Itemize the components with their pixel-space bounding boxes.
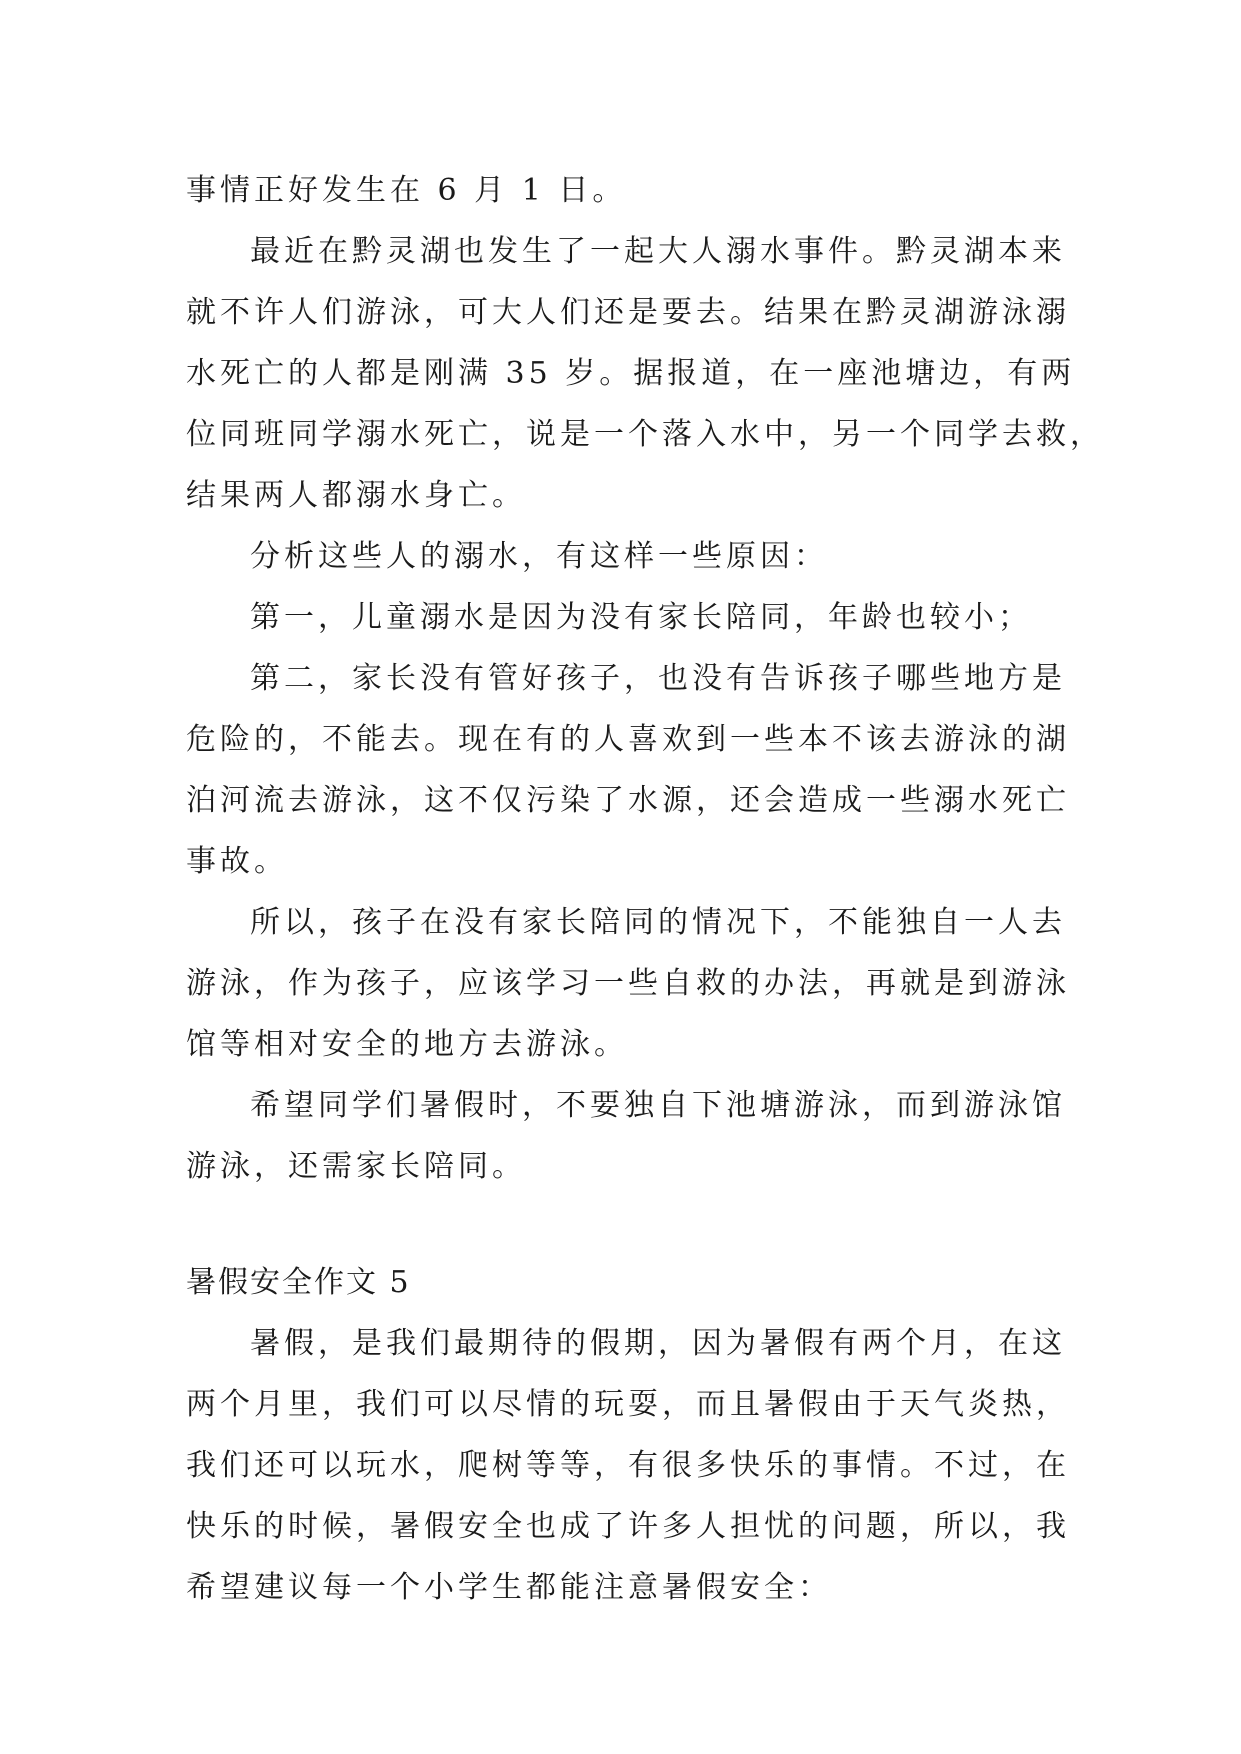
paragraph (186, 1313, 1070, 1618)
text-line: 游泳，作为孩子，应该学习一些自救的办法，再就是到游泳 (186, 966, 1070, 1001)
paragraph (186, 160, 1056, 221)
document-body (186, 160, 1104, 1618)
section-heading-block (186, 1252, 1056, 1313)
text-line: 危险的，不能去。现在有的人喜欢到一些本不该去游泳的湖 (186, 722, 1070, 757)
text-line: 希望建议每一个小学生都能注意暑假安全： (186, 1570, 832, 1605)
text-line: 暑假，是我们最期待的假期，因为暑假有两个月，在这 (250, 1326, 1066, 1361)
text-line: 希望同学们暑假时，不要独自下池塘游泳，而到游泳馆 (250, 1088, 1066, 1123)
text-line: 我们还可以玩水，爬树等等，有很多快乐的事情。不过，在 (186, 1448, 1070, 1483)
text-line: 所以，孩子在没有家长陪同的情况下，不能独自一人去 (250, 905, 1066, 940)
paragraph (186, 526, 1056, 587)
text-line: 两个月里，我们可以尽情的玩耍，而且暑假由于天气炎热， (186, 1387, 1070, 1422)
text-line: 分析这些人的溺水，有这样一些原因： (250, 539, 828, 574)
text-line: 就不许人们游泳，可大人们还是要去。结果在黔灵湖游泳溺 (186, 295, 1070, 330)
text-line: 馆等相对安全的地方去游泳。 (186, 1027, 628, 1062)
paragraph (186, 587, 1056, 648)
paragraph (186, 221, 1104, 526)
text-line: 快乐的时候，暑假安全也成了许多人担忧的问题，所以，我 (186, 1509, 1070, 1544)
text-line: 位同班同学溺水死亡，说是一个落入水中，另一个同学去救， (186, 417, 1104, 452)
text-line: 游泳，还需家长陪同。 (186, 1149, 526, 1184)
paragraph (186, 892, 1070, 1075)
text-line: 泊河流去游泳，这不仅污染了水源，还会造成一些溺水死亡 (186, 783, 1070, 818)
paragraph (186, 1075, 1066, 1197)
text-line: 第一，儿童溺水是因为没有家长陪同，年龄也较小； (250, 600, 1032, 635)
text-line: 结果两人都溺水身亡。 (186, 478, 526, 513)
text-line: 最近在黔灵湖也发生了一起大人溺水事件。黔灵湖本来 (250, 234, 1066, 269)
text-line: 事情正好发生在 6 月 1 日。 (186, 173, 627, 208)
text-line: 事故。 (186, 844, 288, 879)
section-spacer (186, 1197, 1056, 1252)
section-heading: 暑假安全作文 5 (186, 1265, 411, 1300)
text-line: 水死亡的人都是刚满 35 岁。据报道，在一座池塘边，有两 (186, 356, 1076, 391)
text-line: 第二，家长没有管好孩子，也没有告诉孩子哪些地方是 (250, 661, 1066, 696)
paragraph (186, 648, 1070, 892)
